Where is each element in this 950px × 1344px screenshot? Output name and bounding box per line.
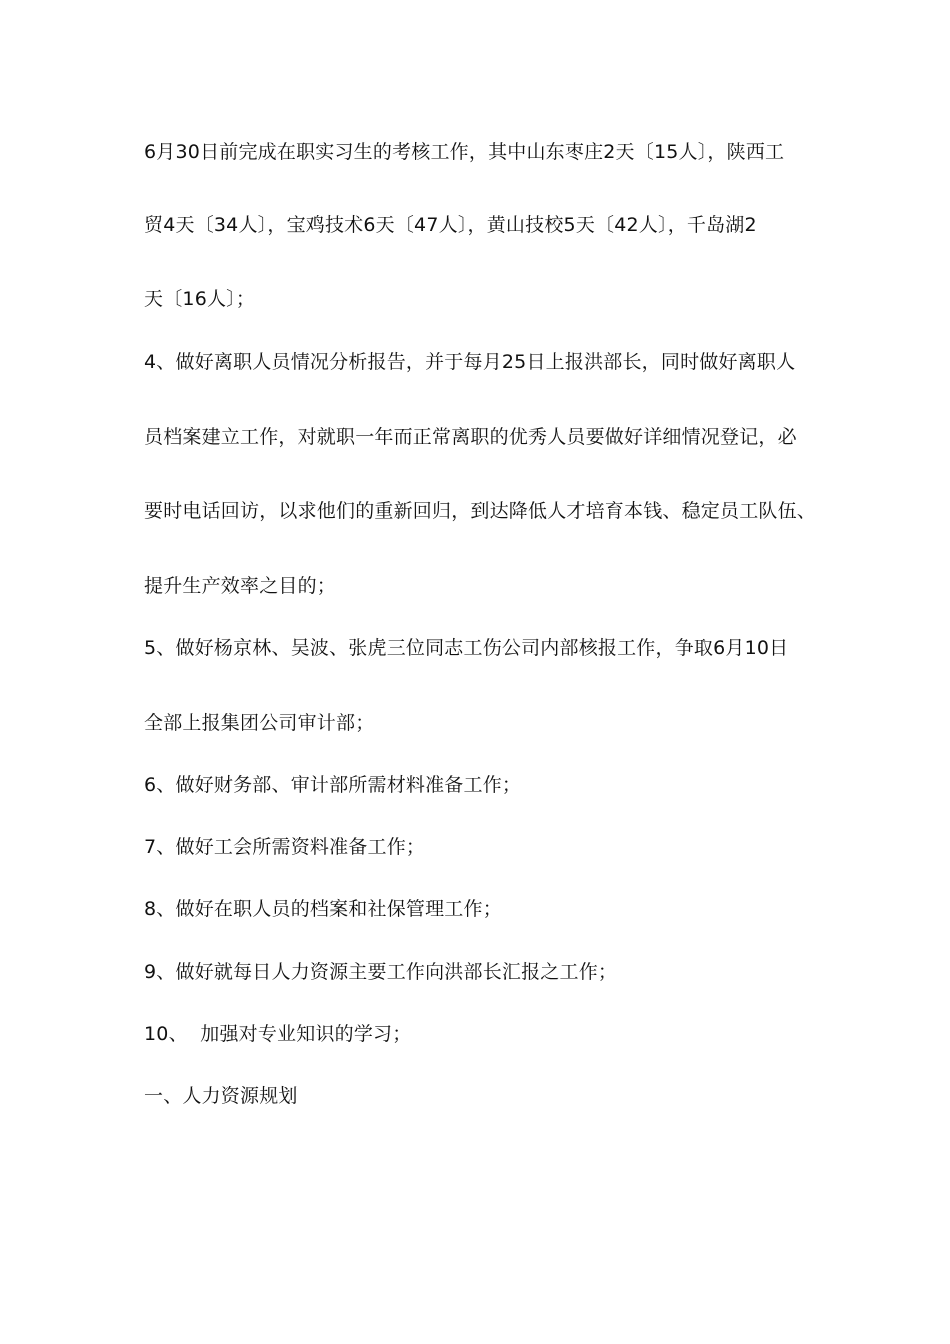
text-line-item-4: 4、做好离职人员情况分析报告，并于每月25日上报洪部长，同时做好离职人: [144, 351, 796, 373]
text-line-item-8: 8、做好在职人员的档案和社保管理工作；: [144, 898, 502, 920]
text-line-item-7: 7、做好工会所需资料准备工作；: [144, 836, 426, 858]
text-line-item-5-end: 全部上报集团公司审计部；: [144, 712, 375, 734]
text-line-item-6: 6、做好财务部、审计部所需材料准备工作；: [144, 774, 522, 796]
section-heading-hr-planning: 一、人力资源规划: [144, 1085, 298, 1107]
text-line-internship-assessment: 6月30日前完成在职实习生的考核工作，其中山东枣庄2天〔15人〕，陕西工: [144, 141, 785, 163]
text-line-item-4-end: 提升生产效率之目的；: [144, 575, 337, 597]
text-line-item-4-cont-2: 要时电话回访，以求他们的重新回归，到达降低人才培育本钱、稳定员工队伍、: [144, 500, 817, 522]
text-line-internship-assessment-end: 天〔16人〕；: [144, 288, 256, 310]
text-line-item-9: 9、做好就每日人力资源主要工作向洪部长汇报之工作；: [144, 961, 618, 983]
text-line-item-5: 5、做好杨京林、吴波、张虎三位同志工伤公司内部核报工作，争取6月10日: [144, 637, 789, 659]
text-line-item-10: 10、 加强对专业知识的学习；: [144, 1023, 412, 1045]
text-line-internship-assessment-cont: 贸4天〔34人〕，宝鸡技术6天〔47人〕，黄山技校5天〔42人〕，千岛湖2: [144, 214, 757, 236]
text-line-item-4-cont: 员档案建立工作，对就职一年而正常离职的优秀人员要做好详细情况登记，必: [144, 426, 797, 448]
